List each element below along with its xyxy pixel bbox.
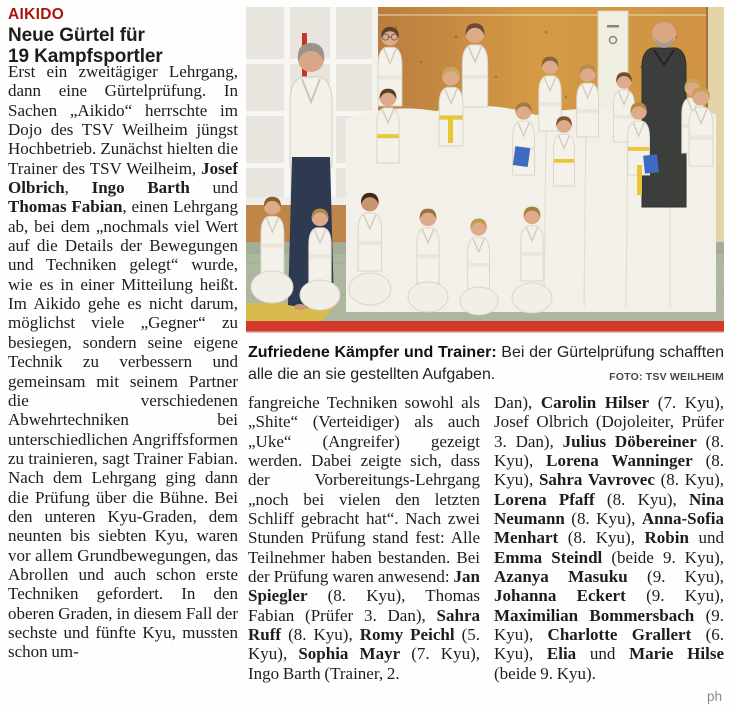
person-name: Sahra Ruff [248, 605, 480, 645]
person-name: Julius Döbereiner [562, 431, 697, 451]
person-name: Lorena Wanninger [546, 451, 693, 471]
text-run: fangreiche Techniken sowohl als „Shite“ (Verteidiger) als auch „Uke“ (Angreifer) gezeigt werden. Dabei zeigte sich, dass der Vorbereitungs-Lehrgang „noch bei vielen den letzten Schliff gebracht hat“. Nach zwei Stunden Prüfung stand fest: Alle Teilnehmer haben bestanden. Bei der Prüfung waren anwesend: [248, 393, 480, 587]
person-name: Sophia Mayr [298, 644, 401, 664]
person-name: Charlotte Grallert [547, 625, 692, 645]
text-run: (8. Kyu), [594, 489, 690, 509]
person-name: Azanya Masuku [494, 567, 628, 587]
text-run: Dan), [494, 393, 541, 412]
text-run: (8. Kyu), [564, 509, 642, 529]
person-name: Robin [644, 528, 689, 548]
person-name: Carolin Hilser [540, 393, 650, 412]
person-name: Romy Peichl [359, 625, 455, 645]
person-name: Elia [546, 644, 577, 664]
photo-caption [248, 342, 724, 385]
headline-line-1: Neue Gürtel für [8, 25, 145, 46]
person-name: Josef Olbrich [8, 158, 238, 198]
text-run: und [688, 528, 724, 548]
person-name: Nina Neumann [494, 489, 724, 529]
headline-line-2: 19 Kampfsportler [8, 46, 163, 67]
text-run: und [576, 644, 630, 664]
person-name: Ingo Barth [91, 178, 190, 198]
text-run: (8. Kyu), [281, 625, 360, 645]
group-photo-illustration [246, 7, 724, 333]
text-run: (9. Kyu), [625, 586, 724, 606]
author-initials: ph [706, 689, 722, 704]
text-run: (beide 9. Kyu). [494, 663, 596, 683]
text-run: (7. Kyu), Ingo Barth (Trainer, 2. [248, 644, 480, 683]
text-run: (9. Kyu), [627, 567, 724, 587]
person-name: Anna-Sofia Menhart [494, 509, 724, 548]
text-run: und [189, 178, 238, 198]
person-name: Maximilian Bommersbach [494, 605, 695, 625]
adult-right-figure [642, 22, 686, 207]
article-column-1 [8, 62, 238, 706]
blue-certificate [643, 154, 659, 173]
text-run: (9. Kyu), [494, 605, 724, 645]
caption-lead: Zufriedene Kämpfer und Trainer: [248, 344, 497, 361]
article-kicker: AIKIDO [8, 6, 65, 23]
text-run: (8. Kyu), [558, 528, 645, 548]
text-run: (8. Kyu), [494, 451, 724, 490]
caption-text: Bei der Gürtelprüfung schafften alle die an sie gestellten Aufgaben. [248, 344, 724, 383]
person-name: Sahra Vavrovec [538, 470, 655, 490]
article-photo [246, 7, 724, 333]
article-column-2 [248, 393, 480, 706]
text-run: (7. Kyu), Josef Olbrich (Dojoleiter, Prüfer 3. Dan), [494, 393, 724, 451]
red-mat-stripe [246, 321, 724, 332]
text-run: (6. Kyu), [494, 625, 724, 664]
text-run: (8. Kyu), Thomas Fabian (Prüfer 3. Dan), [248, 586, 480, 625]
photo-credit: FOTO: TSV WEILHEIM [609, 370, 724, 383]
text-run: (beide 9. Kyu), [602, 547, 724, 567]
person-name: Jan Spiegler [248, 567, 480, 606]
text-run: , [64, 178, 92, 198]
person-name: Lorena Pfaff [494, 489, 595, 509]
text-run: , einen Lehrgang ab, bei dem „nochmals viel Wert auf die Details der Bewegungen und Techniken gelegt“ wurde, wie es in einer Mitteilung heißt. Im Aikido gehe es nicht darum, möglichst viele „Gegner“ zu besiegen, sondern seine eigene Technik zu verbessern und gemeinsam mit seinem Partner die verschiedenen Abwehrtechniken bei unterschiedlichen Angriffsformen zu trainieren, sagt Trainer Fabian. Nach dem Lehrgang ging dann die Prüfung über die Bühne. Bei den unteren Kyu-Graden, dem neunten bis siebten Kyu, waren vor allem Grundbewegungen, das Abrollen und auch schon erste Techniken gefordert. In den oberen Graden, in diesem Fall der sechste und fünfte Kyu, mussten schon um- [8, 197, 238, 662]
person-name: Thomas Fabian [8, 197, 123, 217]
article-headline [8, 25, 163, 67]
text-run: (5. Kyu), [248, 625, 480, 664]
blue-certificate [513, 146, 530, 167]
person-name: Johanna Eckert [494, 586, 626, 606]
article-column-3 [494, 393, 724, 706]
person-name: Marie Hilse [629, 644, 724, 664]
text-run: Erst ein zweitägiger Lehrgang, dann eine Gürtelprüfung. In Sachen „Aikido“ herrschte im Dojo des TSV Weilheim jüngst Hochbetrieb. Zunächst hielten die Trainer des TSV Weilheim, [8, 62, 238, 178]
person-name: Emma Steindl [494, 547, 603, 567]
text-run: (8. Kyu), [494, 431, 724, 471]
text-run: (8. Kyu), [654, 470, 724, 490]
